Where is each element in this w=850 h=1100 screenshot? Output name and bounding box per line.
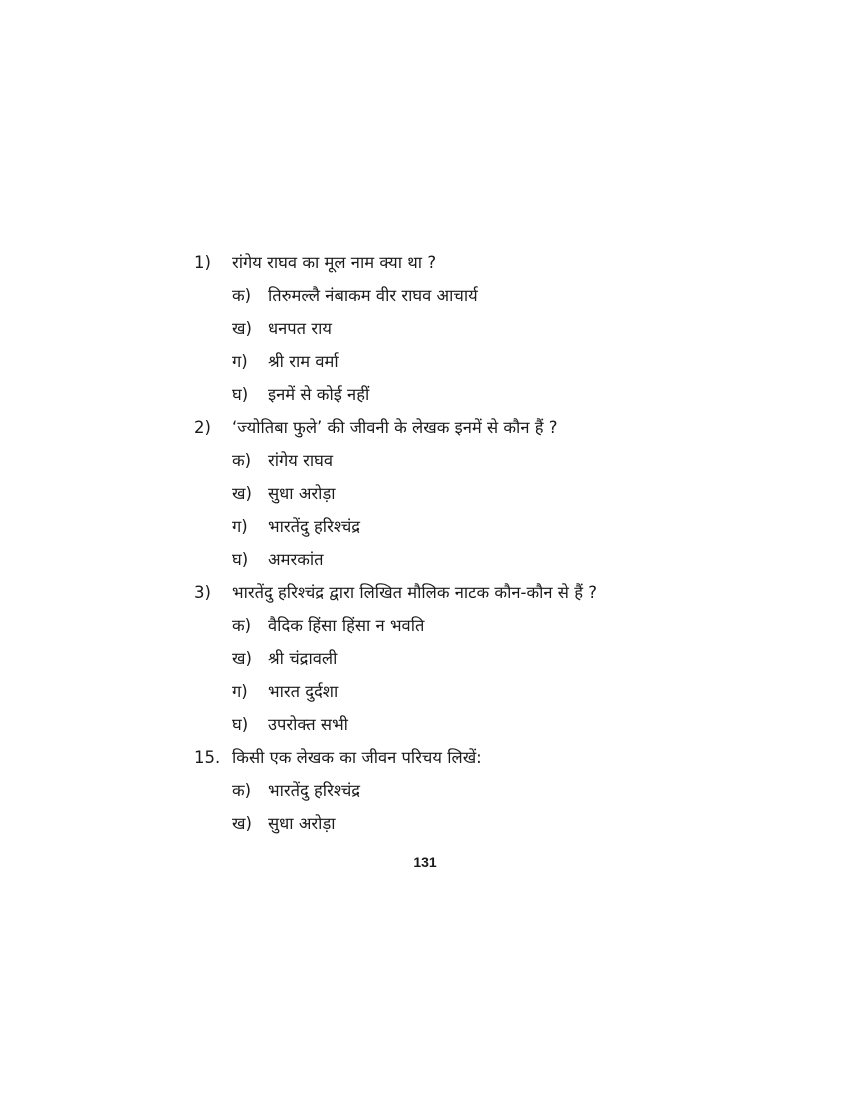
- option-label: ख): [232, 484, 252, 503]
- question-1-option-1: [232, 281, 792, 311]
- option-label: क): [232, 286, 252, 305]
- option-text: भारत दुर्दशा: [268, 682, 339, 701]
- question-3-option-4: [232, 710, 792, 740]
- question-text: भारतेंदु हरिश्चंद्र द्वारा लिखित मौलिक नाटक कौन-कौन से हैं ?: [232, 583, 597, 602]
- option-text: सुधा अरोड़ा: [268, 814, 336, 833]
- question-number: 1): [194, 253, 211, 272]
- page-number: 131: [413, 854, 437, 870]
- option-text: सुधा अरोड़ा: [268, 484, 336, 503]
- question-2-option-4: [232, 545, 792, 575]
- question-1: [194, 248, 794, 278]
- question-3-option-1: [232, 611, 792, 641]
- option-label: घ): [232, 385, 249, 404]
- question-3-option-2: [232, 644, 792, 674]
- question-text: किसी एक लेखक का जीवन परिचय लिखें:: [232, 748, 482, 767]
- option-label: ग): [232, 517, 248, 536]
- option-label: ग): [232, 682, 248, 701]
- question-1-option-2: [232, 314, 792, 344]
- option-text: तिरुमल्लै नंबाकम वीर राघव आचार्य: [268, 286, 478, 305]
- option-text: इनमें से कोई नहीं: [268, 385, 370, 404]
- option-label: क): [232, 781, 252, 800]
- question-2-option-2: [232, 479, 792, 509]
- option-label: ख): [232, 649, 252, 668]
- option-text: रांगेय राघव: [268, 451, 334, 470]
- option-label: घ): [232, 715, 249, 734]
- option-text: भारतेंदु हरिश्चंद्र: [268, 781, 361, 800]
- question-15-option-1: [232, 776, 792, 806]
- option-text: भारतेंदु हरिश्चंद्र: [268, 517, 361, 536]
- question-number: 3): [194, 583, 211, 602]
- question-3: [194, 578, 794, 608]
- option-label: क): [232, 451, 252, 470]
- option-label: ख): [232, 319, 252, 338]
- option-label: क): [232, 616, 252, 635]
- option-label: ख): [232, 814, 252, 833]
- question-15-option-2: [232, 809, 792, 839]
- option-text: धनपत राय: [268, 319, 332, 338]
- option-label: घ): [232, 550, 249, 569]
- option-text: वैदिक हिंसा हिंसा न भवति: [268, 616, 425, 635]
- option-text: श्री चंद्रावली: [268, 649, 338, 668]
- option-text: अमरकांत: [268, 550, 324, 569]
- question-number: 2): [194, 418, 211, 437]
- question-2-option-1: [232, 446, 792, 476]
- option-text: उपरोक्त सभी: [268, 715, 348, 734]
- question-text: ‘ज्योतिबा फुले’ की जीवनी के लेखक इनमें से कौन हैं ?: [232, 418, 558, 437]
- question-3-option-3: [232, 677, 792, 707]
- question-1-option-4: [232, 380, 792, 410]
- option-text: श्री राम वर्मा: [268, 352, 339, 371]
- option-label: ग): [232, 352, 248, 371]
- question-15: [194, 743, 794, 773]
- question-1-option-3: [232, 347, 792, 377]
- question-2: [194, 413, 794, 443]
- question-text: रांगेय राघव का मूल नाम क्या था ?: [232, 253, 437, 272]
- question-number: 15.: [194, 748, 221, 767]
- question-2-option-3: [232, 512, 792, 542]
